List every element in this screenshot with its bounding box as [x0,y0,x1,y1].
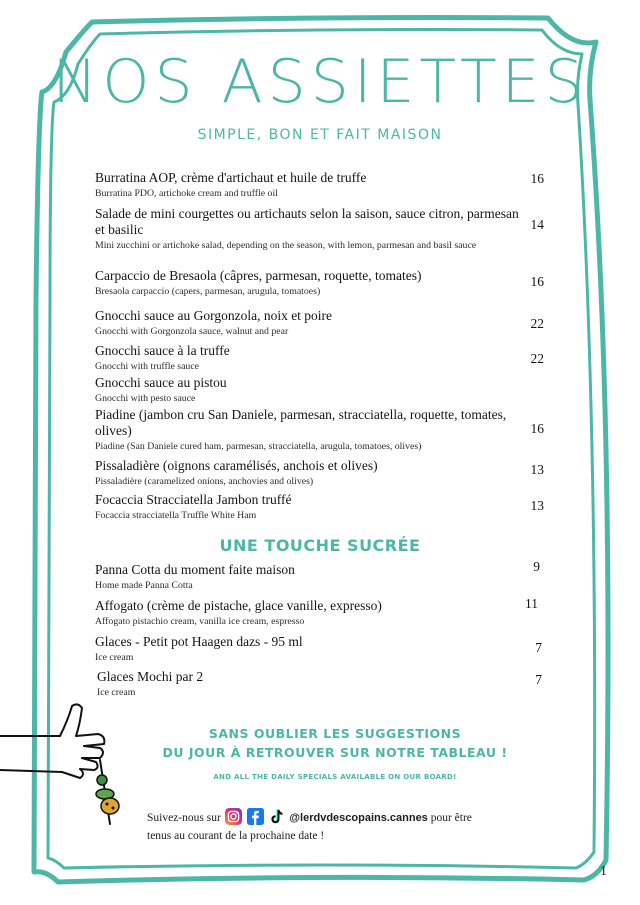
follow-prefix: Suivez-nous sur [147,812,221,824]
item-translation: Ice cream [97,687,136,698]
item-price: 13 [530,462,544,477]
item-translation: Affogato pistachio cream, vanilla ice cream, espresso [95,616,305,627]
item-price: 16 [530,421,544,436]
reminder-translation: AND ALL THE DAILY SPECIALS AVAILABLE ON OUR BOARD! [213,773,457,781]
reminder-line-2: DU JOUR À RETROUVER SUR NOTRE TABLEAU ! [162,745,508,760]
menu-item [95,375,520,405]
item-price: 7 [535,640,542,655]
item-name: Pissaladière (oignons caramélisés, anchois et olives) [95,458,378,473]
hand-illustration [0,700,140,830]
menu-item [95,492,520,522]
item-price: 22 [530,316,544,331]
menu-item [95,170,520,200]
menu-item [95,407,520,453]
item-price: 16 [530,171,544,186]
menu-item [95,343,520,373]
item-translation: Gnocchi with pesto sauce [95,393,196,404]
item-translation: Focaccia stracciatella Truffle White Ham [95,510,257,521]
dessert-item [95,634,520,664]
page-title: NOS ASSIETTES [52,47,588,117]
item-name: Glaces Mochi par 2 [97,669,204,684]
item-name: Gnocchi sauce au pistou [95,375,227,390]
reminder-line-1: SANS OUBLIER LES SUGGESTIONS [208,726,462,741]
menu-item [95,458,520,488]
item-name: Carpaccio de Bresaola (câpres, parmesan, roquette, tomates) [95,268,422,283]
item-name: Gnocchi sauce à la truffe [95,343,230,358]
page-subtitle: SIMPLE, BON ET FAIT MAISON [197,127,443,143]
tiktok-icon[interactable] [268,808,285,825]
menu-item [95,268,520,298]
facebook-icon[interactable] [247,808,264,825]
desserts-title: UNE TOUCHE SUCRÉE [219,536,421,555]
item-name: Burratina AOP, crème d'artichaut et huile de truffe [95,170,367,185]
page-number: 1 [600,864,607,879]
item-name: Focaccia Stracciatella Jambon truffé [95,492,292,507]
item-translation: Burratina PDO, artichoke cream and truffle oil [95,188,278,199]
item-translation: Pissaladière (caramelized onions, anchovies and olives) [95,476,314,487]
item-name: Panna Cotta du moment faite maison [95,562,295,577]
item-translation: Home made Panna Cotta [95,580,193,591]
item-name: Gnocchi sauce au Gorgonzola, noix et poire [95,308,333,323]
item-translation: Piadine (San Daniele cured ham, parmesan, stracciatella, arugula, tomatoes, olives) [95,441,422,452]
item-name: Glaces - Petit pot Haagen dazs - 95 ml [95,634,303,649]
dessert-item [97,669,522,699]
menu-item [95,308,520,338]
social-handle[interactable]: @lerdvdescopains.cannes [289,812,428,824]
item-price: 13 [530,498,544,513]
item-price: 14 [530,217,544,232]
item-price: 16 [530,274,544,289]
item-translation: Mini zucchini or artichoke salad, depending on the season, with lemon, parmesan and basil sauce [95,240,477,251]
item-name: Salade de mini courgettes ou artichauts selon la saison, sauce citron, parmesan et basilic [95,206,519,237]
item-price: 9 [533,559,540,574]
item-price: 11 [525,596,538,611]
instagram-icon[interactable] [225,808,242,825]
social-follow [147,808,507,845]
daily-specials-reminder [150,724,520,762]
item-name: Affogato (crème de pistache, glace vanille, expresso) [95,598,382,613]
menu-item [95,206,520,252]
follow-suffix-2: tenus au courant de la prochaine date ! [147,830,325,842]
item-translation: Gnocchi with Gorgonzola sauce, walnut and pear [95,326,289,337]
item-name: Piadine (jambon cru San Daniele, parmesan, stracciatella, roquette, tomates, olives) [95,407,507,438]
item-translation: Gnocchi with truffle sauce [95,361,200,372]
item-price: 22 [530,351,544,366]
item-price: 7 [535,672,542,687]
item-translation: Bresaola carpaccio (capers, parmesan, arugula, tomatoes) [95,286,321,297]
item-translation: Ice cream [95,652,134,663]
dessert-item [95,562,520,592]
follow-suffix-1: pour être [430,812,472,824]
dessert-item [95,598,520,628]
